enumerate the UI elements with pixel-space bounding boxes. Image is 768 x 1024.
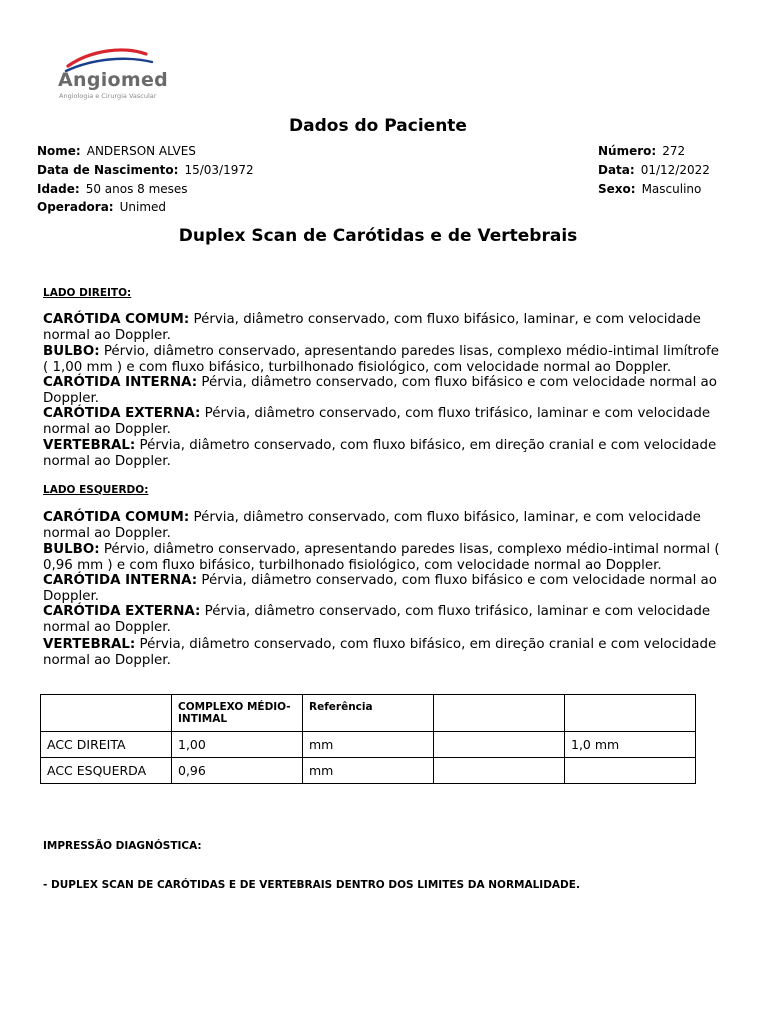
- right-internal-carotid: [43, 375, 723, 406]
- patient-birth-value: 15/03/1972: [184, 163, 254, 177]
- patient-sex-value: Masculino: [641, 182, 702, 196]
- cim-table: [40, 694, 696, 784]
- table-cell: [434, 732, 565, 758]
- patient-birth-label: Data de Nascimento:: [37, 163, 179, 177]
- table-cell: ACC ESQUERDA: [41, 758, 172, 784]
- table-cell: mm: [303, 758, 434, 784]
- finding-text: Pérvia, diâmetro conservado, com fluxo trifásico, laminar e com velocidade normal ao Doppler.: [43, 604, 711, 635]
- table-row: [41, 758, 696, 784]
- patient-number-value: 272: [662, 144, 686, 158]
- right-external-carotid: [43, 406, 723, 437]
- finding-term: BULBO:: [43, 344, 100, 359]
- finding-text: Pérvia, diâmetro conservado, com fluxo bifásico, laminar, e com velocidade normal ao Doppler.: [43, 312, 701, 343]
- finding-text: Pérvia, diâmetro conservado, com fluxo trifásico, laminar e com velocidade normal ao Doppler.: [43, 406, 711, 437]
- finding-term: BULBO:: [43, 542, 100, 557]
- left-internal-carotid: [43, 573, 723, 604]
- left-common-carotid: [43, 510, 723, 541]
- patient-birth: [37, 163, 254, 177]
- patient-age-value: 50 anos 8 meses: [85, 182, 188, 196]
- right-side-label: LADO DIREITO:: [43, 287, 132, 299]
- diagnosis-text: - DUPLEX SCAN DE CARÓTIDAS E DE VERTEBRAIS DENTRO DOS LIMITES DA NORMALIDADE.: [43, 879, 580, 891]
- clinic-logo: [46, 36, 169, 102]
- finding-term: CARÓTIDA INTERNA:: [43, 573, 198, 588]
- table-header-cell: COMPLEXO MÉDIO-INTIMAL: [172, 695, 303, 732]
- finding-term: CARÓTIDA COMUM:: [43, 510, 190, 525]
- table-cell: [434, 758, 565, 784]
- patient-operator-value: Unimed: [119, 200, 167, 214]
- logo-tagline: Angiologia e Cirurgia Vascular: [59, 92, 157, 100]
- table-header-cell: [41, 695, 172, 732]
- left-external-carotid: [43, 604, 723, 635]
- patient-number: [598, 144, 685, 158]
- table-cell: ACC DIREITA: [41, 732, 172, 758]
- table-header-cell: [434, 695, 565, 732]
- patient-operator-label: Operadora:: [37, 200, 114, 214]
- right-bulb: [43, 344, 723, 375]
- table-header-cell: Referência: [303, 695, 434, 732]
- table-header-row: [41, 695, 696, 732]
- finding-text: Pérvio, diâmetro conservado, apresentando paredes lisas, complexo médio-intimal normal ( 0,96 mm ) e com fluxo bifásico, turbilhonado fisiológico, com velocidade normal ao Doppler.: [43, 542, 720, 573]
- finding-text: Pérvia, diâmetro conservado, com fluxo bifásico e com velocidade normal ao Doppler.: [43, 573, 717, 604]
- patient-number-label: Número:: [598, 144, 657, 158]
- diagnosis-label: IMPRESSÃO DIAGNÓSTICA:: [43, 840, 202, 852]
- patient-name-label: Nome:: [37, 144, 81, 158]
- patient-operator: [37, 200, 166, 214]
- table-cell: 1,0 mm: [565, 732, 696, 758]
- finding-term: CARÓTIDA COMUM:: [43, 312, 190, 327]
- left-bulb: [43, 542, 723, 573]
- finding-term: CARÓTIDA INTERNA:: [43, 375, 198, 390]
- patient-name-value: ANDERSON ALVES: [86, 144, 196, 158]
- patient-section-title: Dados do Paciente: [289, 116, 467, 136]
- finding-text: Pérvia, diâmetro conservado, com fluxo bifásico e com velocidade normal ao Doppler.: [43, 375, 717, 406]
- left-vertebral: [43, 637, 723, 668]
- table-cell: 0,96: [172, 758, 303, 784]
- exam-date-value: 01/12/2022: [640, 163, 710, 177]
- table-cell: 1,00: [172, 732, 303, 758]
- exam-date: [598, 163, 710, 177]
- logo-text: Angiomed: [58, 69, 169, 91]
- finding-term: CARÓTIDA EXTERNA:: [43, 406, 201, 421]
- patient-sex-label: Sexo:: [598, 182, 636, 196]
- right-common-carotid: [43, 312, 723, 343]
- finding-text: Pérvia, diâmetro conservado, com fluxo bifásico, laminar, e com velocidade normal ao Doppler.: [43, 510, 701, 541]
- finding-term: VERTEBRAL:: [43, 637, 136, 652]
- finding-text: Pérvia, diâmetro conservado, com fluxo bifásico, em direção cranial e com velocidade normal ao Doppler.: [43, 637, 717, 668]
- finding-text: Pérvia, diâmetro conservado, com fluxo bifásico, em direção cranial e com velocidade normal ao Doppler.: [43, 438, 717, 469]
- exam-date-label: Data:: [598, 163, 635, 177]
- patient-age: [37, 182, 188, 196]
- finding-term: CARÓTIDA EXTERNA:: [43, 604, 201, 619]
- finding-term: VERTEBRAL:: [43, 438, 136, 453]
- left-side-label: LADO ESQUERDO:: [43, 484, 149, 496]
- patient-sex: [598, 182, 701, 196]
- table-header-cell: [565, 695, 696, 732]
- table-row: [41, 732, 696, 758]
- right-vertebral: [43, 438, 723, 469]
- exam-title: Duplex Scan de Carótidas e de Vertebrais: [178, 226, 578, 246]
- finding-text: Pérvio, diâmetro conservado, apresentando paredes lisas, complexo médio-intimal limítrofe ( 1,00 mm ) e com fluxo bifásico, turbilhonado fisiológico, com velocidade normal ao Doppler.: [43, 344, 719, 375]
- patient-name: [37, 144, 196, 158]
- table-cell: mm: [303, 732, 434, 758]
- patient-age-label: Idade:: [37, 182, 80, 196]
- table-cell: [565, 758, 696, 784]
